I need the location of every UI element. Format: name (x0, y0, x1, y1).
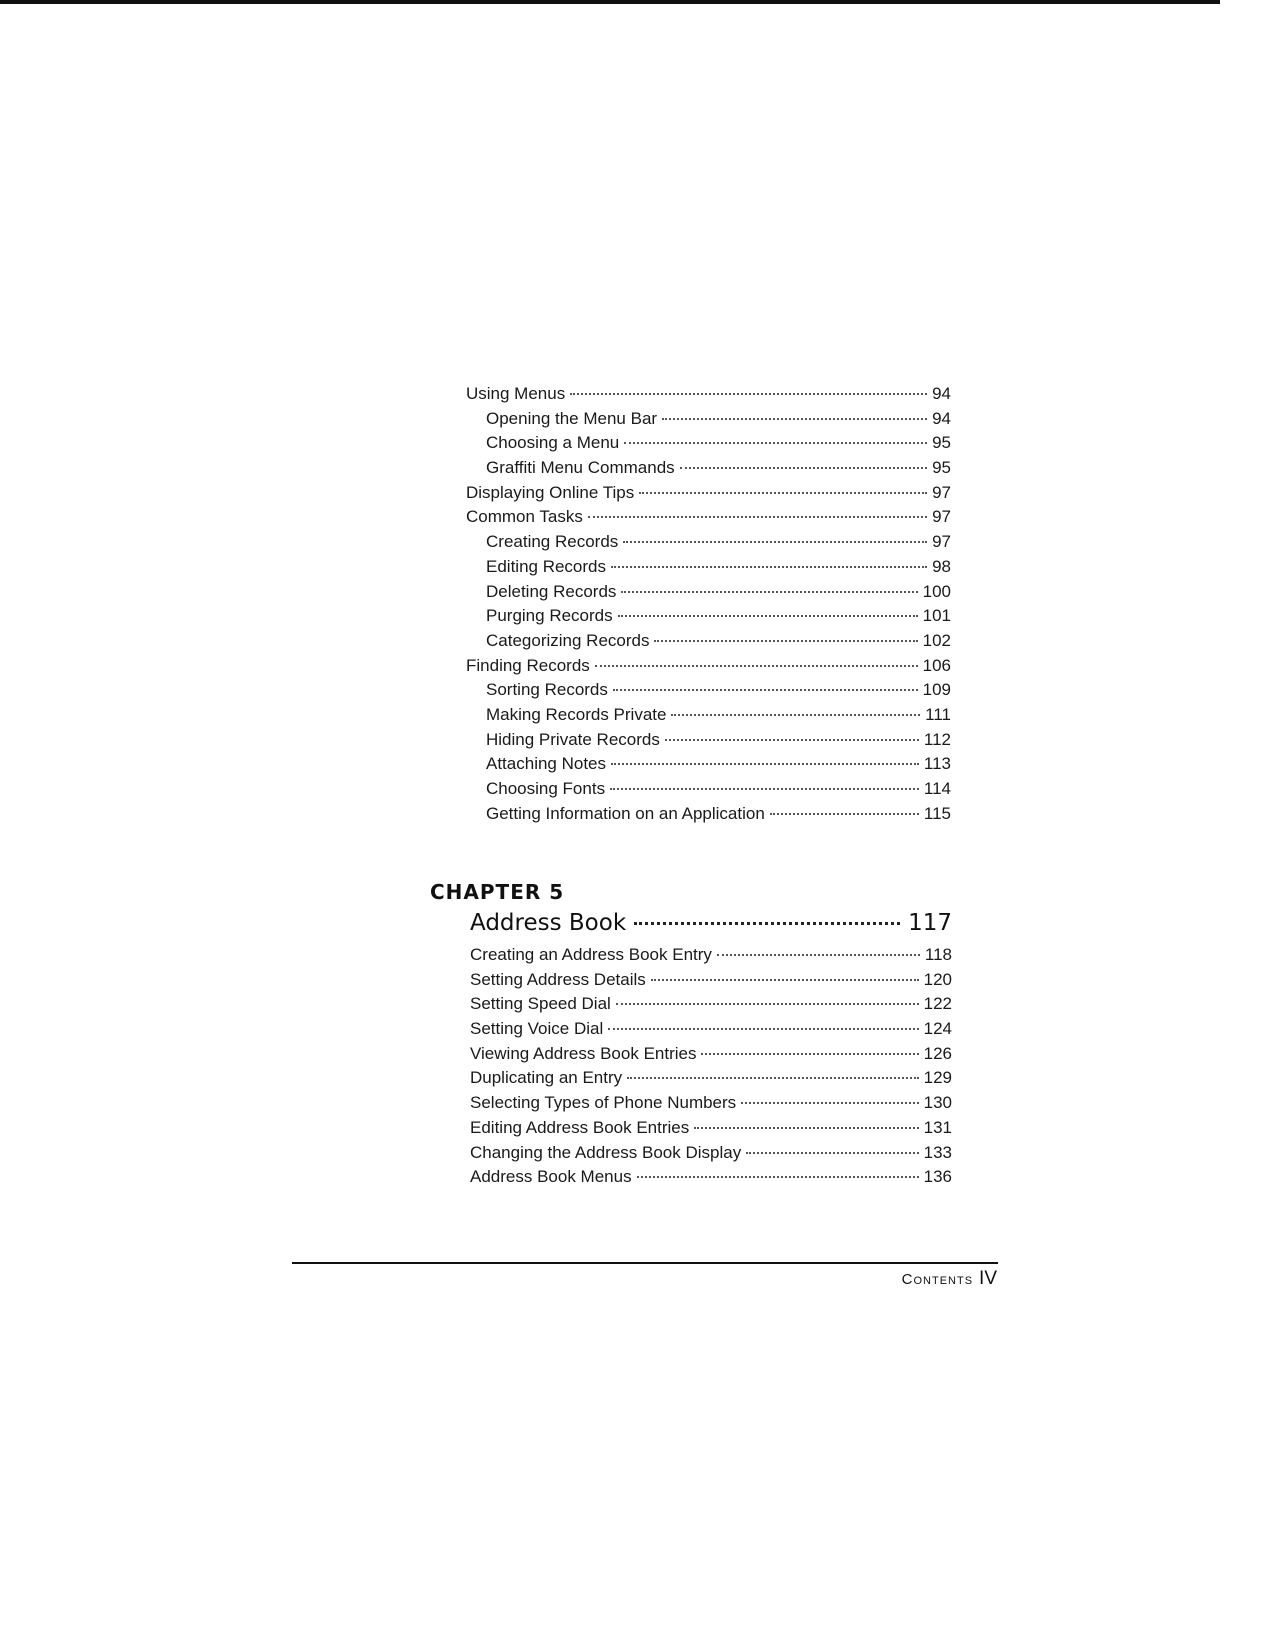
toc-entry-title: Selecting Types of Phone Numbers (470, 1093, 737, 1113)
toc-entry[interactable] (466, 777, 951, 802)
dot-leader (595, 665, 918, 667)
toc-entry-page-number: 109 (922, 680, 951, 700)
dot-leader (665, 739, 919, 741)
toc-entry-page-number: 102 (922, 630, 951, 650)
dot-leader (623, 541, 927, 543)
toc-entry[interactable] (466, 481, 951, 506)
dot-leader (588, 516, 927, 518)
dot-leader (770, 813, 919, 815)
footer-page-number: IV (979, 1268, 997, 1289)
toc-entry-title: Address Book Menus (470, 1167, 632, 1187)
toc-entry[interactable] (470, 992, 952, 1017)
dot-leader (654, 640, 917, 642)
toc-entry-page-number: 97 (932, 507, 951, 527)
toc-entry-page-number: 129 (923, 1068, 952, 1088)
toc-entry[interactable] (470, 968, 952, 993)
toc-entry-title: Setting Voice Dial (470, 1019, 604, 1039)
toc-entry[interactable] (470, 1165, 952, 1190)
toc-entry[interactable] (466, 456, 951, 481)
toc-entry[interactable] (466, 407, 951, 432)
top-rule (0, 0, 1220, 4)
chapter-page-number: 117 (908, 910, 952, 936)
chapter-label: CHAPTER 5 (430, 880, 565, 904)
toc-entry-title: Setting Speed Dial (470, 994, 611, 1014)
toc-entry[interactable] (466, 382, 951, 407)
toc-entry[interactable] (466, 555, 951, 580)
page-footer (880, 1268, 997, 1290)
toc-entry-title: Creating an Address Book Entry (470, 945, 712, 964)
chapter-title-row[interactable] (470, 905, 952, 941)
toc-entry-title: Changing the Address Book Display (470, 1142, 742, 1162)
dot-leader (608, 1028, 918, 1030)
toc-entry-title: Finding Records (466, 655, 590, 675)
dot-leader (611, 763, 919, 765)
dot-leader (570, 393, 927, 395)
dot-leader (680, 467, 927, 469)
toc-entry-page-number: 115 (923, 803, 951, 823)
toc-entry-page-number: 111 (925, 704, 951, 724)
toc-entry-page-number: 133 (923, 1142, 952, 1162)
toc-entry[interactable] (466, 629, 951, 654)
dot-leader (662, 418, 927, 420)
toc-entry-page-number: 122 (923, 994, 952, 1014)
toc-entry-page-number: 136 (923, 1167, 952, 1187)
toc-entry[interactable] (466, 703, 951, 728)
toc-entry-title: Creating Records (486, 532, 619, 552)
toc-entry-title: Using Menus (466, 384, 566, 403)
toc-entry-title: Choosing a Menu (486, 433, 620, 453)
toc-entry-page-number: 130 (923, 1093, 952, 1113)
toc-entry-title: Opening the Menu Bar (486, 408, 658, 428)
toc-entry-title: Purging Records (486, 606, 613, 626)
dot-leader (616, 1003, 919, 1005)
dot-leader (639, 492, 927, 494)
dot-leader (637, 1176, 919, 1178)
toc-entry-page-number: 114 (923, 779, 951, 798)
toc-entry-page-number: 97 (932, 482, 951, 502)
toc-entry-title: Sorting Records (486, 680, 608, 700)
dot-leader (634, 922, 900, 925)
dot-leader (717, 954, 920, 956)
dot-leader (610, 788, 919, 790)
toc-entry-page-number: 118 (924, 945, 952, 964)
toc-entry[interactable] (466, 654, 951, 679)
toc-entry-page-number: 120 (923, 969, 952, 989)
dot-leader (611, 566, 927, 568)
toc-entry-title: Making Records Private (486, 704, 667, 724)
toc-entry-page-number: 95 (932, 433, 951, 453)
footer-label: Contents (901, 1271, 974, 1288)
dot-leader (671, 714, 920, 716)
toc-entry-page-number: 95 (932, 458, 951, 478)
dot-leader (627, 1077, 918, 1079)
toc-entry-page-number: 100 (922, 581, 951, 601)
toc-entry-page-number: 113 (923, 754, 951, 774)
toc-entry-page-number: 97 (932, 532, 951, 552)
toc-entry[interactable] (470, 1017, 952, 1042)
toc-entry-page-number: 101 (922, 606, 951, 626)
dot-leader (651, 979, 919, 981)
toc-entry[interactable] (470, 943, 952, 968)
toc-entry-title: Hiding Private Records (486, 729, 660, 749)
toc-entry-page-number: 106 (922, 655, 951, 675)
dot-leader (618, 615, 918, 617)
toc-entry-page-number: 131 (923, 1117, 952, 1137)
toc-entry[interactable] (470, 1042, 952, 1067)
toc-entry[interactable] (466, 530, 951, 555)
toc-entry[interactable] (470, 1091, 952, 1116)
toc-entry-title: Common Tasks (466, 507, 583, 527)
toc-entry-page-number: 126 (923, 1043, 952, 1063)
toc-entry-title: Graffiti Menu Commands (486, 458, 675, 478)
chapter-entries-list (470, 943, 952, 1190)
toc-entry-title: Choosing Fonts (486, 779, 606, 798)
chapter-title: Address Book (470, 910, 627, 936)
dot-leader (621, 591, 917, 593)
toc-entry-page-number: 124 (923, 1019, 952, 1039)
toc-entry-title: Viewing Address Book Entries (470, 1043, 697, 1063)
toc-entry[interactable] (466, 728, 951, 753)
dot-leader (701, 1053, 918, 1055)
toc-entry[interactable] (470, 1141, 952, 1166)
toc-entry-title: Setting Address Details (470, 969, 646, 989)
toc-entry[interactable] (466, 678, 951, 703)
toc-entry-page-number: 94 (932, 408, 951, 428)
toc-entry[interactable] (466, 580, 951, 605)
toc-entry-page-number: 112 (923, 729, 951, 749)
toc-entry[interactable] (470, 1066, 952, 1091)
footer-rule (292, 1262, 998, 1264)
toc-entry-title: Editing Address Book Entries (470, 1117, 690, 1137)
toc-entry-title: Editing Records (486, 556, 607, 576)
toc-entry-title: Displaying Online Tips (466, 482, 635, 502)
toc-entry[interactable] (470, 1116, 952, 1141)
toc-entry-title: Duplicating an Entry (470, 1068, 623, 1088)
toc-entry-title: Attaching Notes (486, 754, 607, 774)
toc-entry-title: Deleting Records (486, 581, 617, 601)
toc-entry[interactable] (466, 505, 951, 530)
toc-entry-page-number: 94 (932, 384, 951, 403)
toc-entry-title: Getting Information on an Application (486, 803, 765, 823)
toc-entry[interactable] (466, 752, 951, 777)
toc-section-list (466, 382, 951, 826)
dot-leader (741, 1102, 918, 1104)
dot-leader (613, 689, 918, 691)
dot-leader (624, 442, 927, 444)
toc-entry-page-number: 98 (932, 556, 951, 576)
toc-entry[interactable] (466, 802, 951, 827)
toc-entry[interactable] (466, 431, 951, 456)
dot-leader (694, 1127, 918, 1129)
toc-entry[interactable] (466, 604, 951, 629)
dot-leader (746, 1152, 918, 1154)
toc-entry-title: Categorizing Records (486, 630, 650, 650)
